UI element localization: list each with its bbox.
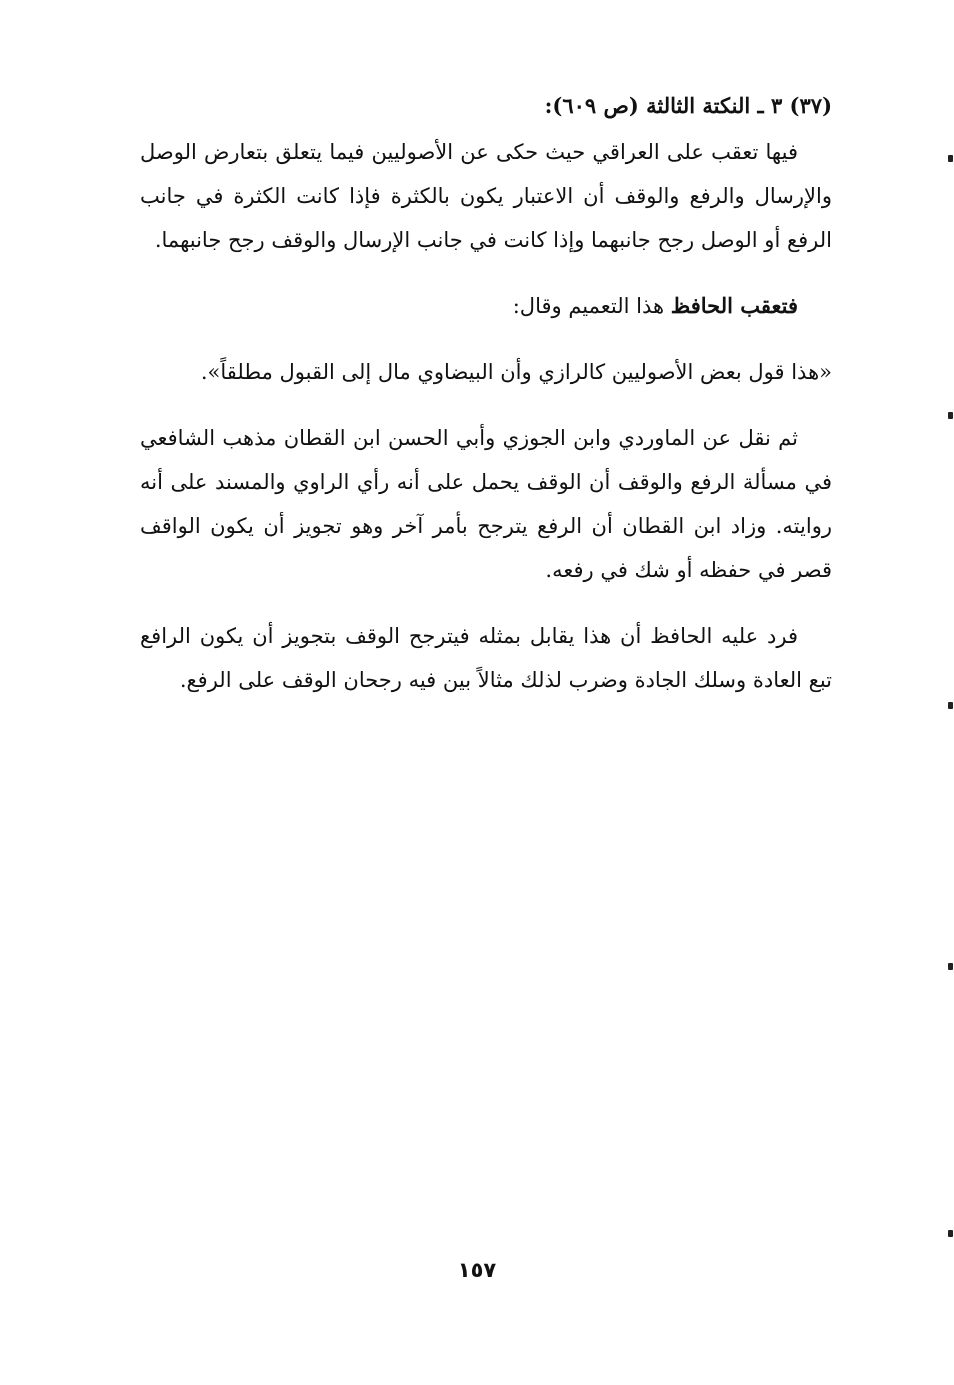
- scan-margin-mark: [948, 412, 953, 419]
- page-number: ١٥٧: [457, 1258, 497, 1282]
- paragraph-2: [140, 284, 832, 328]
- paragraph-2-text: هذا التعميم وقال:: [512, 294, 671, 318]
- scan-margin-mark: [948, 702, 953, 709]
- scan-margin-mark: [948, 155, 953, 162]
- paragraph-4-text: ثم نقل عن الماوردي وابن الجوزي وأبي الحسن ابن القطان مذهب الشافعي في مسألة الرفع والوقف أن الوقف يحمل على أنه رأي الراوي والمسند على أنه روايته. وزاد ابن القطان أن الرفع يترجح بأمر آخر وهو تجويز أن يكون الواقف قصر في حفظه أو شك في رفعه.: [140, 426, 832, 582]
- scan-margin-mark: [948, 1230, 953, 1237]
- paragraph-3-text: «هذا قول بعض الأصوليين كالرازي وأن البيضاوي مال إلى القبول مطلقاً».: [200, 360, 832, 384]
- paragraph-2-lead: فتعقب الحافظ: [670, 293, 798, 318]
- paragraph-3-quote: [140, 350, 832, 394]
- page-content: [140, 88, 832, 724]
- paragraph-5: [140, 614, 832, 702]
- paragraph-1-text: فيها تعقب على العراقي حيث حكى عن الأصوليين فيما يتعلق بتعارض الوصل والإرسال والرفع والوقف أن الاعتبار يكون بالكثرة فإذا كانت الكثرة في جانب الرفع أو الوصل رجح جانبهما وإذا كانت في جانب الإرسال والوقف رجح جانبهما.: [140, 140, 832, 252]
- section-heading: (٣٧) ٣ ـ النكتة الثالثة (ص ٦٠٩):: [544, 93, 832, 118]
- paragraph-1: [140, 130, 832, 262]
- paragraph-4: [140, 416, 832, 592]
- paragraph-5-text: فرد عليه الحافظ أن هذا يقابل بمثله فيترجح الوقف بتجويز أن يكون الرافع تبع العادة وسلك الجادة وضرب لذلك مثالاً بين فيه رجحان الوقف على الرفع.: [140, 624, 832, 692]
- scan-margin-mark: [948, 963, 953, 970]
